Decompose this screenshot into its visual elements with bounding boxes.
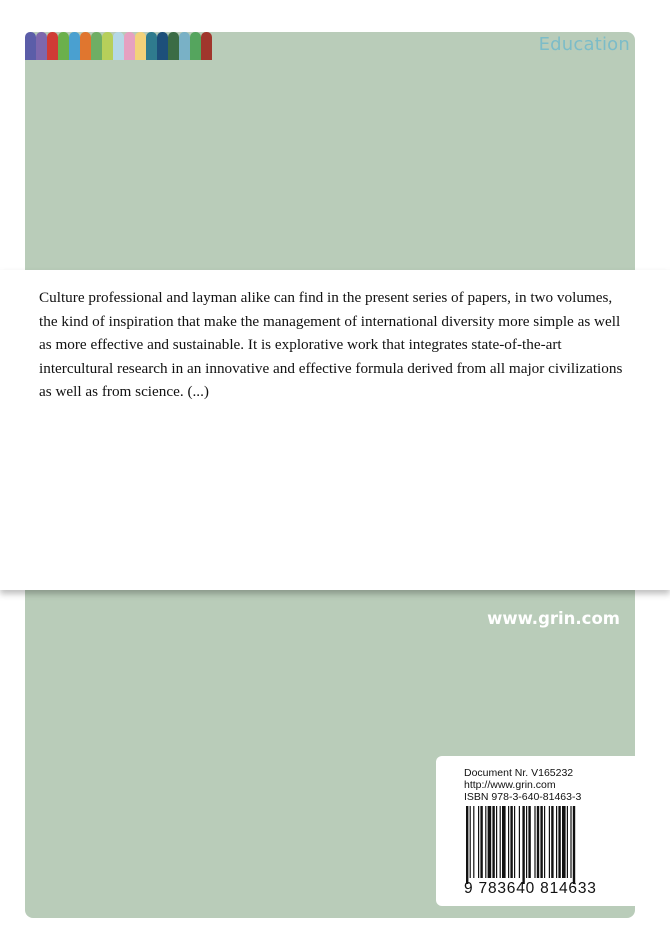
- document-number: Document Nr. V165232: [464, 767, 574, 779]
- isbn-number: ISBN 978-3-640-81463-3: [464, 791, 582, 803]
- category-label: Education: [538, 34, 630, 55]
- color-stripe: [69, 32, 80, 60]
- color-stripe: [135, 32, 146, 60]
- color-stripes: [25, 32, 212, 60]
- document-url: http://www.grin.com: [464, 779, 556, 791]
- color-stripe: [102, 32, 113, 60]
- color-stripe: [146, 32, 157, 60]
- color-stripe: [36, 32, 47, 60]
- color-stripe: [157, 32, 168, 60]
- color-stripe: [201, 32, 212, 60]
- color-stripe: [25, 32, 36, 60]
- barcode-digits: 9 783640 814633: [464, 880, 597, 897]
- color-stripe: [91, 32, 102, 60]
- color-stripe: [190, 32, 201, 60]
- publisher-website: www.grin.com: [487, 609, 620, 628]
- color-stripe: [47, 32, 58, 60]
- color-stripe: [179, 32, 190, 60]
- color-stripe: [124, 32, 135, 60]
- barcode-box: [436, 756, 635, 906]
- color-stripe: [58, 32, 69, 60]
- color-stripe: [80, 32, 91, 60]
- book-description: Culture professional and layman alike can find in the present series of papers, in two volumes, the kind of inspiration that make the management of international diversity more simple as well as more effective and sustainable. It is explorative work that integrates state-of-the-art intercultural research in an innovative and effective formula derived from all major civilizations as well as from science. (...): [39, 289, 623, 400]
- color-stripe: [113, 32, 124, 60]
- description-band: [0, 270, 670, 590]
- color-stripe: [168, 32, 179, 60]
- top-cover-panel: [25, 32, 635, 270]
- barcode-icon: [466, 806, 614, 884]
